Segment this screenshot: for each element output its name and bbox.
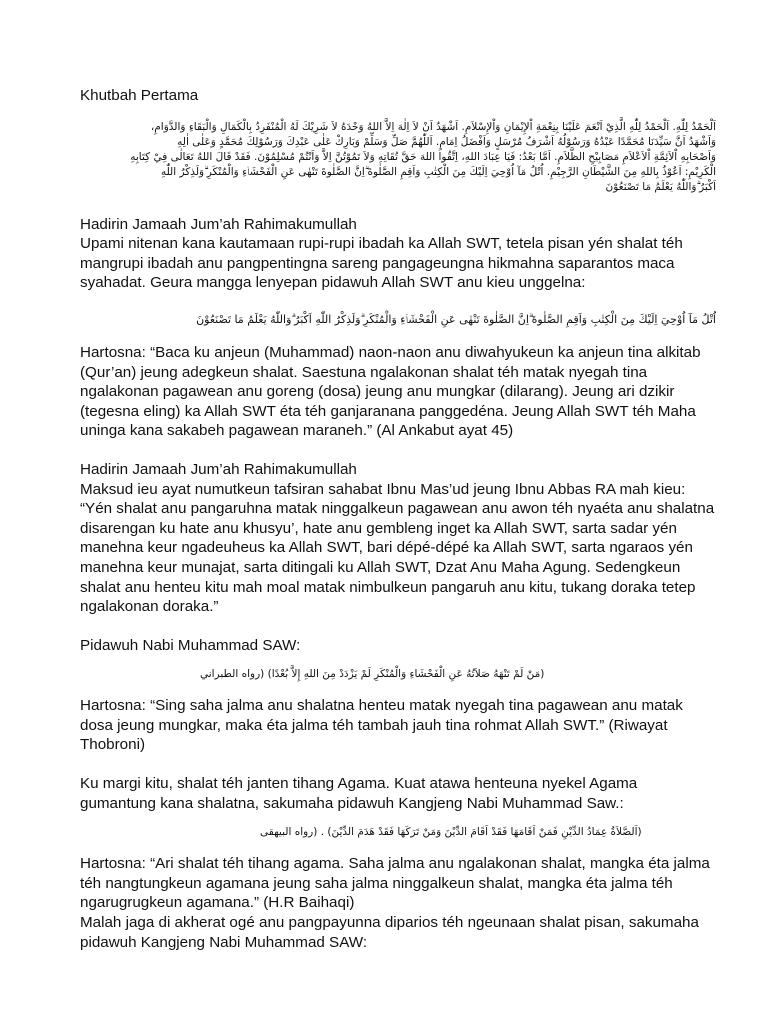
arabic-line: اَلْحَمْدُ لِلّٰهِ. اَلْحَمْدُ لِلّٰهِ الَّذِيْ اَنْعَمَ عَلَيْنَا بِنِعْمَةِ اْلإِيْمَانِ وَاْلإِسْلاَمِ. اَشْهَدُ اَنْ لاَ اِلٰهَ اِلاَّ اللهُ وَحْدَهُ لاَ شَرِيْكَ لَهُ الْمُنْفَرِدُ بِالْكَمَالِ وَالْبَقَاءِ وَالدَّوَامِ، [150,120,716,133]
arabic-opening [80,120,716,195]
section-heading: Hadirin Jamaah Jum’ah Rahimakumullah [80,215,357,233]
hadith-arabic: (اَلصَّلاَةُ عِمَادُ الدِّيْنِ فَمَنْ اَقَامَهَا فَقَدْ اَقَامَ الدِّيْنَ وَمَنْ تَرَكَهَا فَقَدْ هَدَمَ الدِّيْنَ) . (رواه البيهقى [260,826,642,839]
paragraph: Maksud ieu ayat numutkeun tafsiran sahabat Ibnu Mas’ud jeung Ibnu Abbas RA mah kieu: “Yén shalat anu pangaruhna matak ninggalkeun pagawean anu awon téh nyaéta anu shalatna disarengan ku hate anu khusyu’, hate anu gembleng inget ka Allah SWT, sarta sadar yén manehna keur ngadeuheus ka Allah SWT, bari dépé-dépé ka Allah SWT, sarta ngaraos yén manehna keur munajat, sarta ditingali ku Allah SWT, Dzat Anu Maha Agung. Sedengkeun shalat anu henteu kitu mah moal matak nimbulkeun pangaruh anu kitu, tukang doraka tetep ngalakonan doraka.” [80,480,715,616]
arabic-line: وَاَصْحَابِهِ اْلاَئِمَّةِ اْلاَعْلاَمِ مَصَابِيْحِ الظَّلاَمِ. اَمَّا بَعْدُ: فَيَا عِبَادَ اللهِ، اِتَّقُوا اللهَ حَقَّ تُقَاتِهِ وَلاَ تَمُوْتُنَّ اِلاَّ وَاَنْتُمْ مُسْلِمُوْنَ. فَقَدْ قَالَ اللهُ تَعَالٰى فِيْ كِتَابِهِ [130,150,716,163]
translation-paragraph: Hartosna: “Ari shalat téh tihang agama. Saha jalma anu ngalakonan shalat, mangka éta jalma téh nangtungkeun agamana jeung saha jalma ninggalkeun shalat, mangka éta jalma téh ngarugrugkeun agamana.” (H.R Baihaqi) [80,855,710,912]
section-heading: Hadirin Jamaah Jum’ah Rahimakumullah [80,460,357,478]
translation-paragraph: Hartosna: “Sing saha jalma anu shalatna henteu matak nyegah tina pagawean anu matak dosa jeung mungkar, maka éta jalma téh tambah jauh tina rohmat Allah SWT.” (Riwayat Thobroni) [80,697,683,754]
arabic-line: وَاَشْهَدُ اَنَّ سَيِّدَنَا مُحَمَّدًا عَبْدُهُ وَرَسُوْلُهُ اَشْرَفُ مُرْسَلٍ وَاَفْضَلُ اِمَامٍ. اَللّٰهُمَّ صَلِّ وَسَلِّمْ وَبَارِكْ عَلٰى عَبْدِكَ وَرَسُوْلِكَ مُحَمَّدٍ وَعَلٰى اٰلِهِ [177,135,716,148]
translation-paragraph: Hartosna: “Baca ku anjeun (Muhammad) naon-naon anu diwahyukeun ka anjeun tina alkitab (Qur’an) jeung adegkeun shalat. Saestuna ngalakonan shalat téh matak nyegah tina ngalakonan pagawean anu goreng (dosa) jeung anu mungkar (dilarang). Jeung ari dzikir (tegesna eling) ka Allah SWT éta téh ganjaranana panggedéna. Jeung Allah SWT téh Maha uninga kana sakabeh pagawean maraneh.” (Al Ankabut ayat 45) [80,343,701,440]
hadith-intro: Pidawuh Nabi Muhammad SAW: [80,636,301,654]
hadith-arabic: (مَنْ لَمْ تَنْهَهُ صَلاَتُهُ عَنِ الْفَحْشَاءِ وَالْمُنْكَرِ لَمْ يَزْدَدْ مِنَ اللهِ إِلاَّ بُعْدًا) (رواه الطبراني [200,668,545,681]
paragraph: Upami nitenan kana kautamaan rupi-rupi ibadah ka Allah SWT, tetela pisan yén shalat téh mangrupi ibadah anu pangpentingna sareng pangageungna hikmahna saparantos maca syahadat. Geura mangga lenyepan pidawuh Allah SWT anu kieu unggelna: [80,235,683,292]
paragraph: Ku margi kitu, shalat téh janten tihang Agama. Kuat atawa henteuna nyekel Agama gumantung kana shalatna, sakumaha pidawuh Kangjeng Nabi Muhammad Saw.: [80,775,638,812]
arabic-line: الْكَرِيْمِ: اَعُوْذُ بِاللهِ مِنَ الشَّيْطَانِ الرَّجِيْمِ. اُتْلُ مَآ اُوْحِيَ اِلَيْكَ مِنَ الْكِتٰبِ وَاَقِمِ الصَّلٰوةَ ۗاِنَّ الصَّلٰوةَ تَنْهٰى عَنِ الْفَحْشَاۤءِ وَالْمُنْكَرِ ۗوَلَذِكْرُ اللّٰهِ [160,165,716,178]
paragraph: Malah jaga di akherat ogé anu pangpayunna diparios téh ngeunaan shalat pisan, sakumaha pidawuh Kangjeng Nabi Muhammad SAW: [80,914,699,951]
arabic-verse: اُتْلُ مَآ اُوْحِيَ اِلَيْكَ مِنَ الْكِتٰبِ وَاَقِمِ الصَّلٰوةَ ۗاِنَّ الصَّلٰوةَ تَنْهٰى عَنِ الْفَحْشَاۤءِ وَالْمُنْكَرِ ۗوَلَذِكْرُ اللّٰهِ اَكْبَرُ ۗوَاللّٰهُ يَعْلَمُ مَا تَصْنَعُوْنَ [196,312,716,326]
page-title: Khutbah Pertama [80,87,199,104]
arabic-line: اَكْبَرُ ۗوَاللّٰهُ يَعْلَمُ مَا تَصْنَعُوْنَ [605,180,716,193]
